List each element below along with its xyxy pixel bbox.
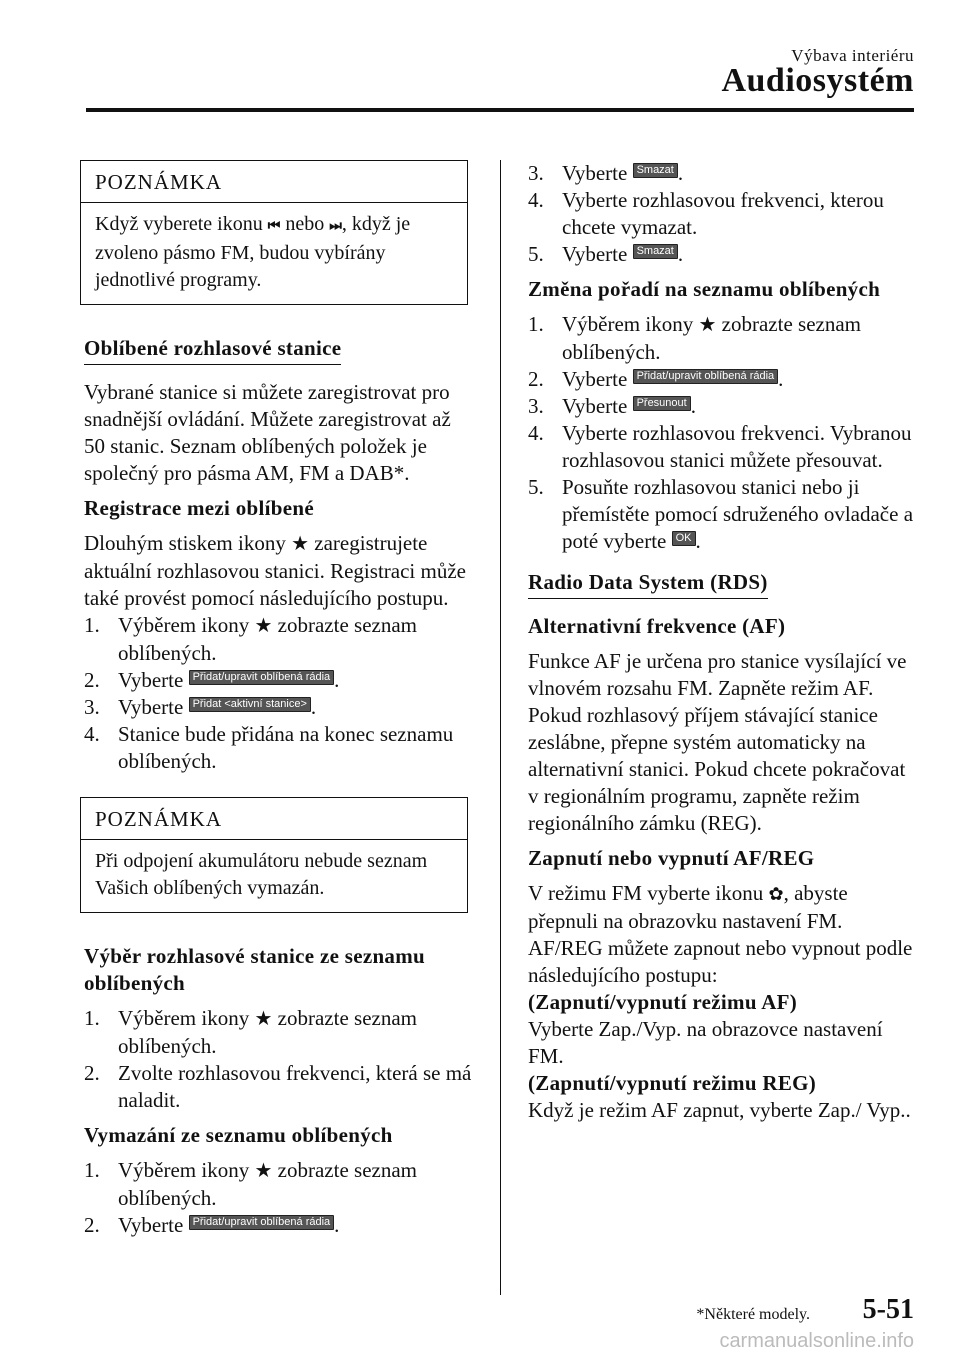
header-section: Výbava interiéru — [791, 46, 914, 65]
list-item: 4. Vyberte rozhlasovou frekvenci, kterou chcete vymazat. — [528, 188, 884, 239]
register-text: Dlouhým stiskem ikony ★ zaregistrujete aktuální rozhlasovou stanici. Registraci může také provést pomocí následujícího postupu. — [84, 531, 466, 610]
section-title-favorites: Oblíbené rozhlasové stanice — [84, 335, 341, 365]
subsection-title-delete: Vymazání ze seznamu oblíbených — [84, 1123, 393, 1147]
star-icon: ★ — [254, 615, 273, 637]
list-item: 3. Vyberte Přesunout . — [528, 394, 696, 418]
list-item: 1. Výběrem ikony ★ zobrazte seznam oblíbených. — [528, 312, 862, 364]
ok-button[interactable]: OK — [672, 531, 696, 546]
section-title-rds: Radio Data System (RDS) — [528, 569, 768, 599]
list-item: 1. Výběrem ikony ★ zobrazte seznam oblíbených. — [84, 613, 418, 665]
note-text: , když je zvoleno pásmo FM, budou vybírány jednotlivé programy. — [95, 213, 411, 291]
skip-back-icon: ⏮ — [267, 218, 281, 234]
header-title: Audiosystém — [721, 62, 914, 99]
add-active-station-button[interactable]: Přidat <aktivní stanice> — [189, 697, 311, 712]
note-box — [80, 160, 468, 305]
star-icon: ★ — [698, 314, 717, 336]
subsection-title-af-reg: Zapnutí nebo vypnutí AF/REG — [528, 846, 815, 870]
left-column — [84, 160, 474, 1239]
note-box — [80, 797, 468, 913]
note-heading: POZNÁMKA — [81, 798, 467, 840]
delete-button[interactable]: Smazat — [633, 163, 678, 178]
add-edit-favorites-button[interactable]: Přidat/upravit oblíbená rádia — [189, 670, 335, 685]
list-item: 2. Vyberte Přidat/upravit oblíbená rádia . — [84, 668, 340, 692]
note-body: Při odpojení akumulátoru nebude seznam Vašich oblíbených vymazán. — [95, 850, 428, 899]
list-item: 2. Vyberte Přidat/upravit oblíbená rádia . — [84, 1213, 340, 1237]
move-button[interactable]: Přesunout — [633, 396, 691, 411]
favorites-text: Vybrané stanice si můžete zaregistrovat pro snadnější ovládání. Můžete zaregistrovat až 50 stanic. Seznam oblíbených položek je společný pro pásma AM, FM a DAB*. — [84, 380, 451, 485]
subsection-title-select: Výběr rozhlasové stanice ze seznamu oblíbených — [84, 944, 426, 995]
list-item: 1. Výběrem ikony ★ zobrazte seznam oblíbených. — [84, 1006, 418, 1058]
list-item: 5. Posuňte rozhlasovou stanici nebo ji přemístěte pomocí sdruženého ovladače a poté vyberte OK . — [528, 475, 914, 553]
reg-mode-text: Když je režim AF zapnut, vyberte Zap./ Vyp.. — [528, 1098, 911, 1122]
reg-mode-title: (Zapnutí/vypnutí režimu REG) — [528, 1071, 817, 1095]
list-item: 1. Výběrem ikony ★ zobrazte seznam oblíbených. — [84, 1158, 418, 1210]
star-icon: ★ — [254, 1160, 273, 1182]
list-item: 4. Stanice bude přidána na konec seznamu oblíbených. — [84, 722, 454, 773]
note-text: Když vyberete ikonu — [95, 213, 263, 235]
subsection-title-reorder: Změna pořadí na seznamu oblíbených — [528, 277, 881, 301]
list-item: 2. Vyberte Přidat/upravit oblíbená rádia . — [528, 367, 784, 391]
list-item: 5. Vyberte Smazat . — [528, 242, 684, 266]
list-item: 3. Vyberte Smazat . — [528, 161, 684, 185]
right-column — [528, 160, 918, 1124]
note-heading: POZNÁMKA — [81, 161, 467, 203]
subsection-title-af: Alternativní frekvence (AF) — [528, 614, 786, 638]
af-reg-text: V režimu FM vyberte ikonu ✿, abyste přepnuli na obrazovku nastavení FM. AF/REG můžete zapnout nebo vypnout podle následujícího postupu: — [528, 881, 913, 987]
watermark: carmanualsonline.info — [719, 1330, 914, 1352]
column-divider — [500, 160, 501, 1295]
add-edit-favorites-button[interactable]: Přidat/upravit oblíbená rádia — [633, 369, 779, 384]
note-body — [81, 203, 467, 304]
list-item: 2. Zvolte rozhlasovou frekvenci, která se má naladit. — [84, 1061, 472, 1112]
add-edit-favorites-button[interactable]: Přidat/upravit oblíbená rádia — [189, 1215, 335, 1230]
list-item: 4. Vyberte rozhlasovou frekvenci. Vybranou rozhlasovou stanici můžete přesouvat. — [528, 421, 912, 472]
header-rule — [86, 108, 914, 112]
subsection-title-register: Registrace mezi oblíbené — [84, 496, 314, 520]
star-icon: ★ — [254, 1008, 273, 1030]
af-mode-text: Vyberte Zap./Vyp. na obrazovce nastavení FM. — [528, 1017, 883, 1068]
footnote: *Některé modely. — [696, 1306, 810, 1323]
page-number: 5-51 — [862, 1294, 914, 1325]
note-text: nebo — [285, 213, 325, 235]
af-mode-title: (Zapnutí/vypnutí režimu AF) — [528, 990, 798, 1014]
list-item: 3. Vyberte Přidat <aktivní stanice> . — [84, 695, 317, 719]
settings-gear-icon: ✿ — [768, 884, 784, 905]
star-icon: ★ — [291, 533, 310, 555]
skip-forward-icon: ⏭ — [329, 218, 342, 234]
af-text: Funkce AF je určena pro stanice vysílající ve vlnovém rozsahu FM. Zapněte režim AF. Pokud rozhlasový příjem stávající stanice zeslábne, přepne systém automaticky na alternativní stanici. Pokud chcete pokračovat v regionálním programu, zapněte režim regionálního zámku (REG). — [528, 649, 907, 835]
delete-button[interactable]: Smazat — [633, 244, 678, 259]
